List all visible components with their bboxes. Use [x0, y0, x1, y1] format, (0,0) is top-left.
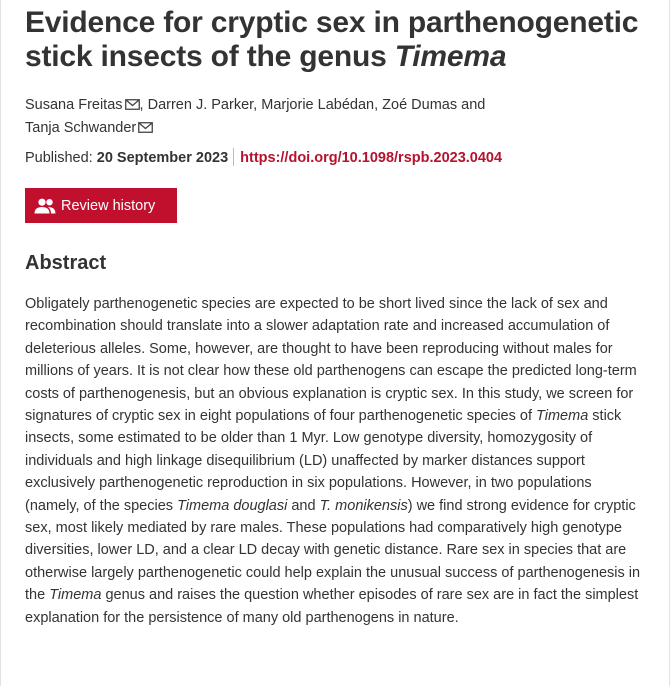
published-date: 20 September 2023 — [96, 150, 229, 166]
abstract-italic: Timema douglasi — [177, 497, 288, 514]
abstract-segment: genus and raises the question whether episodes of rare sex are in fact the simplest explanation for the persistence of many old parthenogens in nature. — [25, 587, 639, 626]
article-title — [25, 6, 650, 74]
author-name[interactable]: Susana Freitas — [25, 97, 123, 113]
doi-link[interactable]: https://doi.org/10.1098/rspb.2023.0404 — [240, 150, 503, 166]
author-name[interactable]: Marjorie Labédan — [261, 97, 375, 113]
abstract-italic: Timema — [536, 408, 589, 425]
abstract-italic: T. monikensis — [319, 497, 408, 514]
author-link[interactable] — [261, 97, 374, 113]
abstract-segment: stick insects, some estimated to be older than 1 Myr. Low genotype diversity, homozygosity of individuals and high linkage disequilibrium (LD) unaffected by marker distances support exclusively parthenogenetic reproduction in six populations. However, in two populations (namely, of the species — [25, 408, 622, 514]
author-link[interactable] — [148, 97, 254, 113]
author-name[interactable]: Darren J. Parker — [147, 97, 254, 113]
author-link[interactable] — [25, 97, 140, 113]
abstract-segment: ) we find strong evidence for cryptic sex, most likely mediated by rare males. These populations had comparatively high genotype diversities, lower LD, and a clear LD decay with genetic distance. Rare sex in species that are otherwise largely parthenogenetic could help explain the unusual success of parthenogenesis in the — [25, 497, 641, 604]
review-history-button[interactable] — [25, 188, 177, 223]
published-label: Published: — [25, 150, 93, 166]
abstract-segment: Obligately parthenogenetic species are expected to be short lived since the lack of sex and recombination should translate into a slower adaptation rate and increased accumulation of deleterious alleles. Some, however, are thought to have been reproducing without males for millions of years. It is not clear how these old parthenogens can escape the predicted long-term costs of parthenogenesis, but an obvious explanation is cryptic sex. In this study, we screen for signatures of cryptic sex in eight populations of four parthenogenetic species of — [25, 296, 637, 425]
title-text: Evidence for cryptic sex in parthenogenetic stick insects of the genus — [25, 6, 639, 73]
email-icon[interactable] — [138, 122, 153, 133]
review-history-label[interactable]: Review history — [61, 197, 156, 214]
abstract-italic: Timema — [49, 587, 102, 604]
author-separator: , — [374, 97, 379, 113]
author-separator: , — [253, 97, 258, 113]
author-name[interactable]: Tanja Schwander — [25, 120, 137, 136]
people-icon — [34, 198, 56, 214]
divider — [233, 148, 234, 166]
author-separator: , — [139, 97, 144, 113]
author-name[interactable]: Zoé Dumas — [382, 97, 458, 113]
author-and: and — [461, 97, 486, 113]
author-link[interactable] — [25, 120, 153, 136]
publication-info — [25, 148, 650, 168]
abstract-segment: and — [287, 497, 320, 514]
abstract-heading: Abstract — [25, 252, 107, 274]
title-genus: Timema — [394, 40, 507, 73]
author-list — [25, 94, 650, 140]
email-icon[interactable] — [125, 99, 140, 110]
author-link[interactable] — [382, 97, 457, 113]
abstract-text — [25, 293, 650, 629]
article-header — [25, 6, 650, 644]
